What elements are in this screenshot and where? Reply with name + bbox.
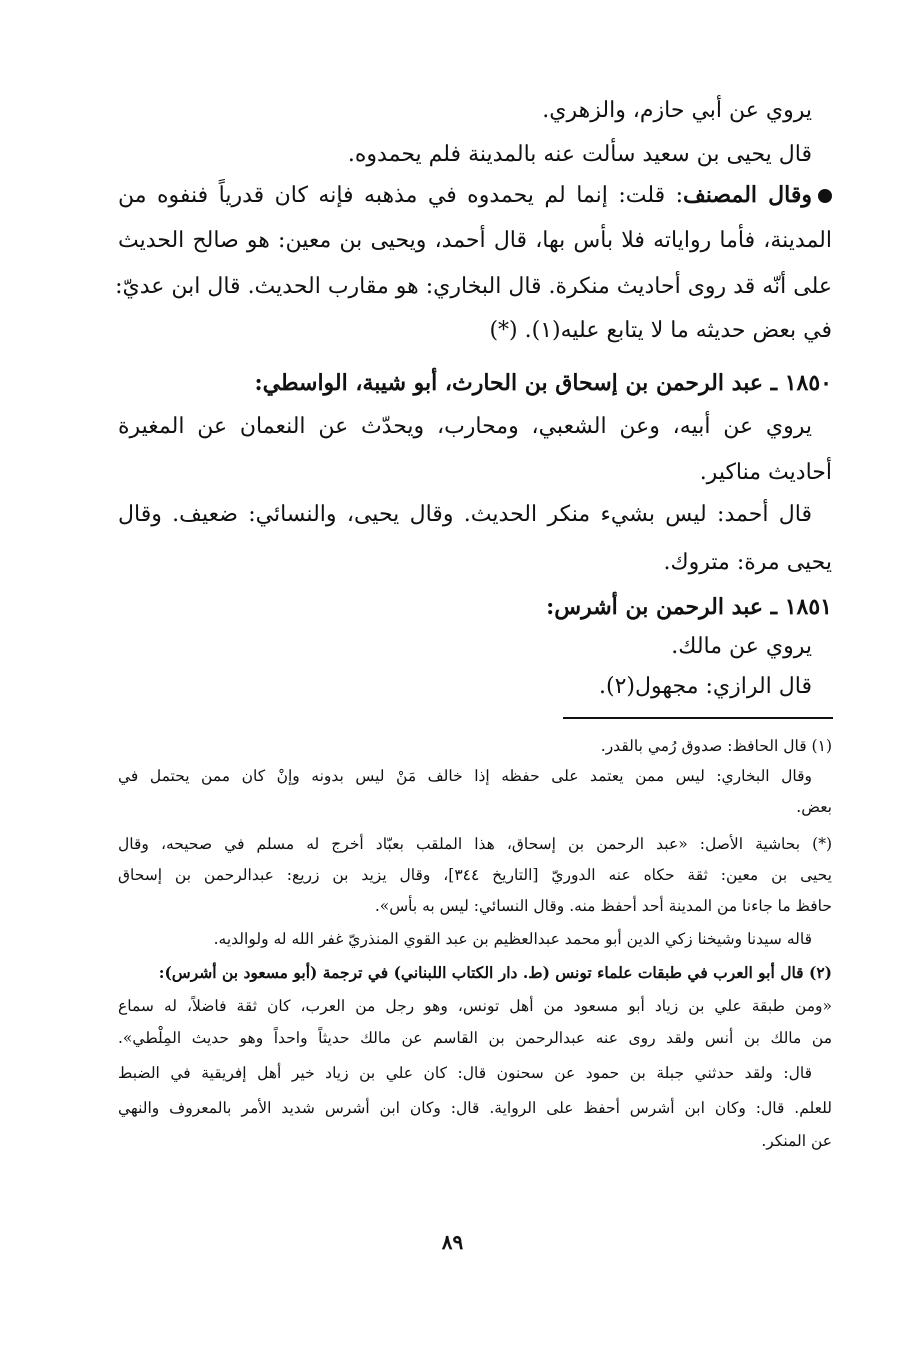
text-line: قال أحمد: ليس بشيء منكر الحديث. وقال يحيى، والنسائي: ضعيف. وقال	[118, 502, 812, 527]
text-line: يروي عن مالك.	[671, 634, 812, 659]
page-number: ٨٩	[441, 1230, 464, 1254]
text-line: قال يحيى بن سعيد سألت عنه بالمدينة فلم يحمدوه.	[347, 142, 812, 167]
text-line: المدينة، فأما رواياته فلا بأس بها، قال أحمد، ويحيى بن معين: هو صالح الحديث	[118, 228, 832, 253]
footnote-line: (*) بحاشية الأصل: «عبد الرحمن بن إسحاق، هذا الملقب بعبّاد أخرج له مسلم في صحيحه، وقال	[118, 835, 832, 853]
author-note-heading: وقال المصنف	[683, 182, 812, 208]
footnote-separator	[563, 717, 833, 719]
text-line: يروي عن أبي حازم، والزهري.	[542, 98, 812, 123]
bullet-icon	[818, 189, 832, 203]
footnote-line: للعلم. قال: وكان ابن أشرس أحفظ على الرواية. قال: وكان ابن أشرس شديد الأمر بالمعروف والنهي	[118, 1099, 832, 1117]
entry-heading: ١٨٥١ ـ عبد الرحمن بن أشرس:	[546, 594, 832, 620]
footnote-line: (١) قال الحافظ: صدوق رُمي بالقدر.	[600, 737, 832, 755]
footnote-line: (٢) قال أبو العرب في طبقات علماء تونس (ط. دار الكتاب اللبناني) في ترجمة (أبو مسعود بن أشرس):	[158, 963, 832, 982]
text-line: على أنّه قد روى أحاديث منكرة. قال البخاري: هو مقارب الحديث. قال ابن عديّ:	[115, 274, 832, 299]
text-line: أحاديث مناكير.	[699, 460, 832, 485]
text-line	[118, 182, 832, 208]
text-line: يروي عن أبيه، وعن الشعبي، ومحارب، ويحدّث عن النعمان عن المغيرة	[118, 414, 812, 439]
footnote-line: من مالك بن أنس ولقد روى عنه عبدالرحمن بن القاسم عن مالك حديثاً واحداً وهو حديث المِلْطي».	[118, 1029, 832, 1047]
footnote-line: وقال البخاري: ليس ممن يعتمد على حفظه إذا خالف مَنْ ليس بدونه وإنْ كان ممن يحتمل في	[118, 767, 812, 785]
text-line: في بعض حديثه ما لا يتابع عليه(١). (*)	[489, 318, 832, 343]
footnote-line: عن المنكر.	[761, 1132, 832, 1150]
footnote-line: قال: ولقد حدثني جبلة بن حمود عن سحنون قال: كان علي بن زياد خير أهل إفريقية في الضبط	[118, 1064, 812, 1082]
footnote-line: حافظ ما جاءنا من المدينة أحد أحفظ منه. وقال النسائي: ليس به بأس».	[374, 897, 832, 915]
text-line: يحيى مرة: متروك.	[663, 550, 832, 575]
footnote-line: «ومن طبقة علي بن زياد أبو مسعود من أهل تونس، وهو رجل من العرب، كان ثقة فاضلاً، له سماع	[118, 997, 832, 1015]
footnote-line: قاله سيدنا وشيخنا زكي الدين أبو محمد عبدالعظيم بن عبد القوي المنذريّ غفر الله له ولوالديه.	[213, 930, 812, 948]
entry-heading: ١٨٥٠ ـ عبد الرحمن بن إسحاق بن الحارث، أبو شيبة، الواسطي:	[254, 370, 832, 396]
footnote-line: يحيى بن معين: ثقة حكاه عنه الدوريّ [التاريخ ٣٤٤]، وقال يزيد بن زريع: عبدالرحمن بن إسحاق	[118, 866, 832, 884]
text-span: : قلت: إنما لم يحمدوه في مذهبه فإنه كان قدرياً فنفوه من	[118, 183, 684, 208]
footnote-line: بعض.	[796, 798, 832, 816]
text-line: قال الرازي: مجهول(٢).	[599, 674, 812, 699]
